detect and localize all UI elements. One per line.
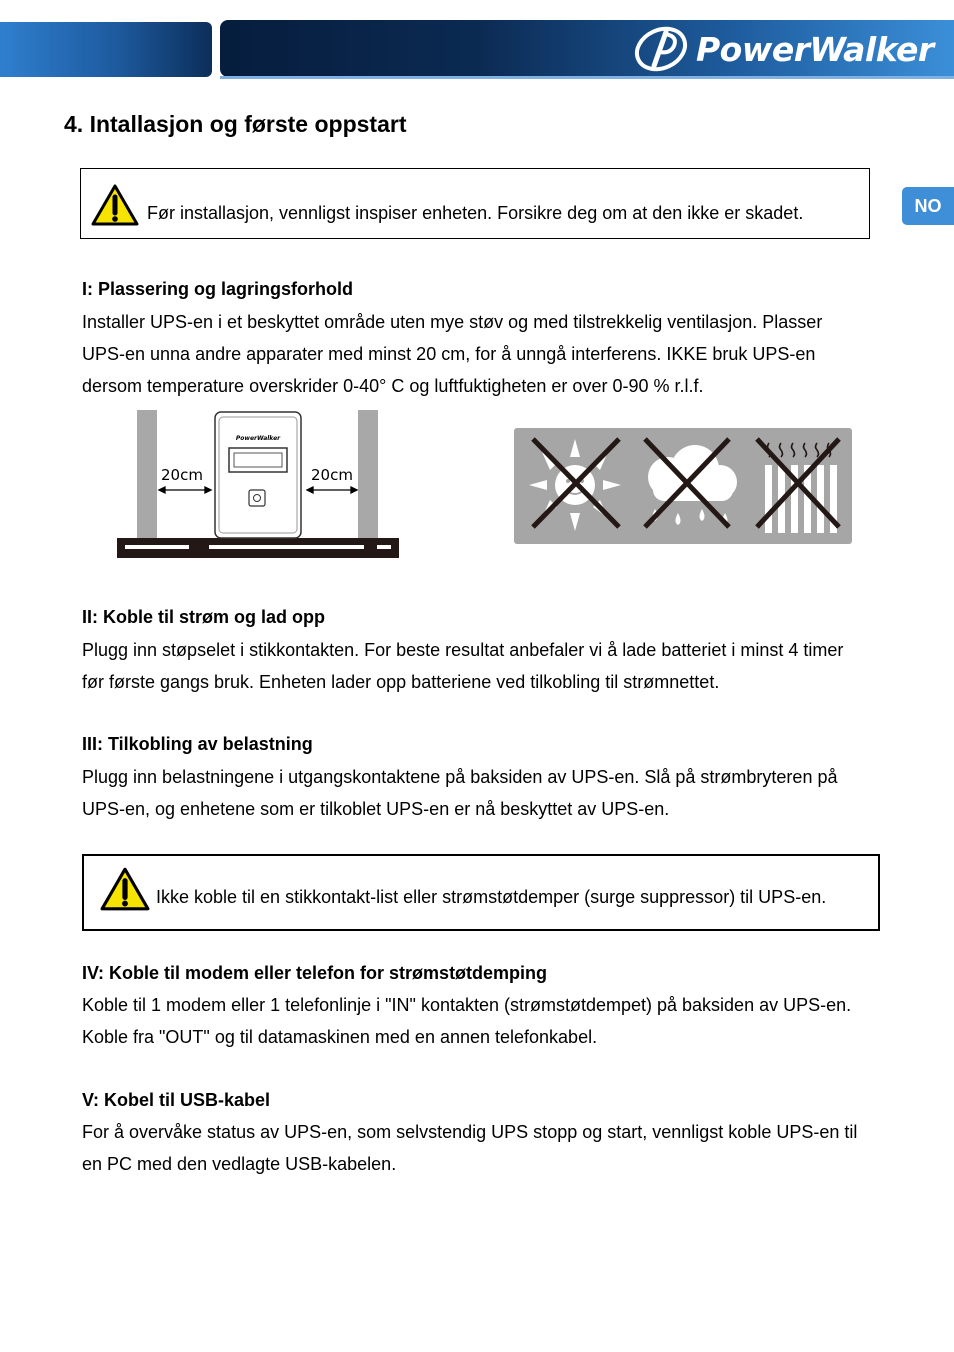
text-line: dersom temperature overskrider 0-40° C og luftfuktigheten er over 0-90 % r.l.f. bbox=[82, 376, 704, 396]
section-3-text bbox=[82, 761, 837, 825]
left-clearance-label: 20cm bbox=[161, 466, 203, 484]
section-4-text bbox=[82, 989, 851, 1053]
forbidden-conditions-panel bbox=[513, 427, 853, 545]
right-clearance-label: 20cm bbox=[311, 466, 353, 484]
warning-box-surge bbox=[82, 854, 880, 931]
text-line: Koble til 1 modem eller 1 telefonlinje i "IN" kontakten (strømstøtdempet) på baksiden av UPS-en. bbox=[82, 995, 852, 1015]
text-line: før første gangs bruk. Enheten lader opp batteriene ved tilkobling til strømnettet. bbox=[82, 672, 720, 692]
text-line: Plugg inn belastningene i utgangskontaktene på baksiden av UPS-en. Slå på strømbryteren på bbox=[82, 767, 838, 787]
section-2-title: II: Koble til strøm og lad opp bbox=[82, 607, 325, 627]
right-arrow bbox=[307, 487, 357, 493]
header-underline bbox=[220, 76, 954, 79]
ups-device-icon bbox=[215, 412, 301, 538]
right-wall bbox=[358, 410, 378, 538]
brand-name: PowerWalker bbox=[696, 29, 934, 69]
header-left-band bbox=[0, 22, 212, 77]
language-tab[interactable]: NO bbox=[902, 187, 954, 225]
section-2-text bbox=[82, 634, 843, 698]
page-title: 4. Intallasjon og første oppstart bbox=[64, 111, 407, 137]
warning-triangle-icon bbox=[100, 867, 150, 911]
warning-text: Ikke koble til en stikkontakt-list eller strømstøtdemper (surge suppressor) til UPS-en. bbox=[156, 887, 827, 907]
text-line: UPS-en, og enhetene som er tilkoblet UPS-en er nå beskyttet av UPS-en. bbox=[82, 799, 670, 819]
sun-crossed-icon bbox=[529, 439, 621, 531]
brand-logo bbox=[632, 24, 944, 74]
section-5-text bbox=[82, 1116, 857, 1180]
text-line: Installer UPS-en i et beskyttet område uten mye støv og med tilstrekkelig ventilasjon. Plasser bbox=[82, 312, 823, 332]
section-4-title: IV: Koble til modem eller telefon for strømstøtdemping bbox=[82, 963, 548, 983]
text-line: Plugg inn støpselet i stikkontakten. For beste resultat anbefaler vi å lade batteriet i minst 4 timer bbox=[82, 640, 844, 660]
warning-text: Før installasjon, vennligst inspiser enheten. Forsikre deg om at den ikke er skadet. bbox=[147, 203, 804, 223]
left-arrow bbox=[159, 487, 211, 493]
text-line: For å overvåke status av UPS-en, som selvstendig UPS stopp og start, vennligst koble UPS-en til bbox=[82, 1122, 858, 1142]
warning-triangle-icon bbox=[91, 184, 139, 226]
text-line: UPS-en unna andre apparater med minst 20 cm, for å unngå interferens. IKKE bruk UPS-en bbox=[82, 344, 816, 364]
section-3-title: III: Tilkobling av belastning bbox=[82, 734, 313, 754]
clearance-diagram bbox=[115, 408, 401, 560]
text-line: Koble fra "OUT" og til datamaskinen med en annen telefonkabel. bbox=[82, 1027, 598, 1047]
powerwalker-logo-icon bbox=[632, 26, 690, 72]
section-5-title: V: Kobel til USB-kabel bbox=[82, 1090, 271, 1110]
warning-box-inspection bbox=[80, 168, 870, 239]
left-wall bbox=[137, 410, 157, 538]
section-1-title: I: Plassering og lagringsforhold bbox=[82, 279, 354, 299]
device-logo: PowerWalker bbox=[235, 435, 281, 442]
text-line: en PC med den vedlagte USB-kabelen. bbox=[82, 1154, 397, 1174]
section-1-text bbox=[82, 306, 822, 402]
